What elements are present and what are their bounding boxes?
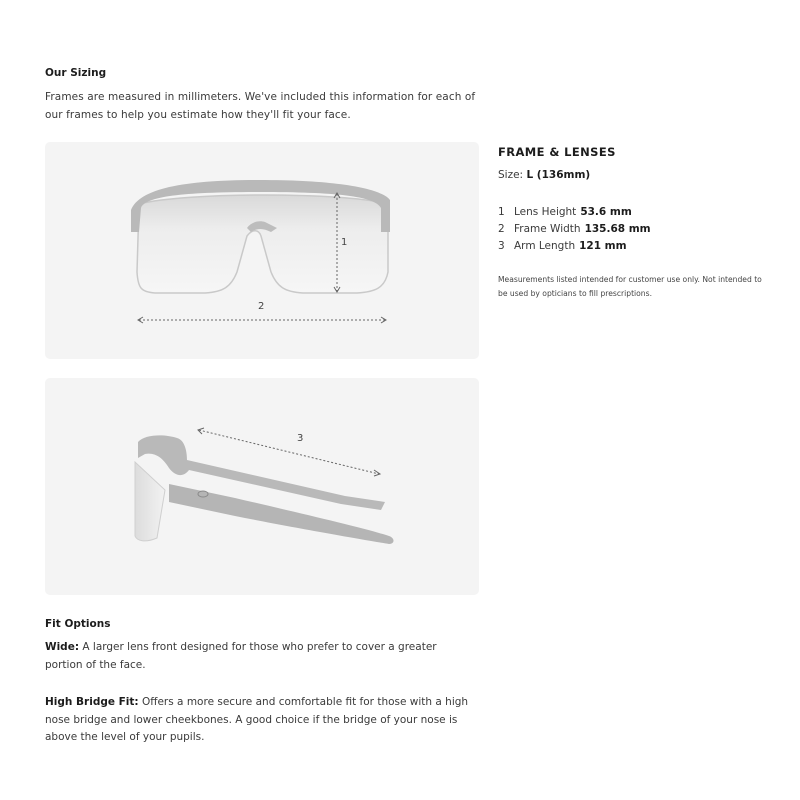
measurement-label: Lens Height xyxy=(514,205,577,218)
dimension-label-3: 3 xyxy=(297,433,304,444)
sizing-intro xyxy=(45,89,485,124)
fit-desc-wide-2: portion of the face. xyxy=(45,658,146,671)
fit-term-high-bridge: High Bridge Fit: xyxy=(45,696,139,708)
sizing-intro-line-2: our frames to help you estimate how they'll fit your face. xyxy=(45,108,351,121)
specs-title: FRAME & LENSES xyxy=(498,145,616,159)
measurement-number: 2 xyxy=(498,222,505,235)
fit-desc-high-bridge-1: Offers a more secure and comfortable fit for those with a high xyxy=(141,696,469,708)
fit-options-heading: Fit Options xyxy=(45,618,111,630)
fit-desc-high-bridge-3: above the level of your pupils. xyxy=(45,731,205,743)
sizing-heading: Our Sizing xyxy=(45,67,107,79)
fit-option-wide xyxy=(45,639,485,674)
sunglasses-side-illustration xyxy=(45,378,479,595)
fit-desc-wide-1: A larger lens front designed for those who prefer to cover a greater xyxy=(82,641,437,653)
fit-option-high-bridge xyxy=(45,694,485,747)
measurement-list xyxy=(498,203,651,254)
front-lens xyxy=(137,195,388,293)
size-line xyxy=(498,169,590,181)
side-temple-arm xyxy=(169,484,394,544)
measurement-label: Arm Length xyxy=(514,239,576,252)
measurement-value: 135.68 mm xyxy=(584,222,651,235)
measurement-value: 53.6 mm xyxy=(580,205,632,218)
measurement-value: 121 mm xyxy=(579,239,627,252)
dimension-label-1: 1 xyxy=(341,237,348,248)
measurement-disclaimer xyxy=(498,273,788,300)
side-view-diagram xyxy=(45,378,479,595)
dimension-label-2: 2 xyxy=(258,301,265,312)
size-label: Size: xyxy=(498,169,524,181)
measurement-number: 3 xyxy=(498,239,505,252)
fit-desc-high-bridge-2: nose bridge and lower cheekbones. A good choice if the bridge of your nose is xyxy=(45,713,458,726)
size-value: L (136mm) xyxy=(526,169,591,181)
measurement-row xyxy=(498,237,651,254)
front-view-diagram xyxy=(45,142,479,359)
arm-length-dimension-line xyxy=(199,430,379,474)
measurement-row xyxy=(498,203,651,220)
sizing-intro-line-1: Frames are measured in millimeters. We've included this information for each of xyxy=(45,91,476,103)
measurement-row xyxy=(498,220,651,237)
measurement-label: Frame Width xyxy=(514,222,581,235)
side-lens xyxy=(135,462,165,541)
disclaimer-line-1: Measurements listed intended for customer use only. Not intended to xyxy=(498,275,762,284)
sunglasses-front-illustration xyxy=(45,142,479,359)
fit-term-wide: Wide: xyxy=(45,641,80,653)
disclaimer-line-2: be used by opticians to fill prescriptions. xyxy=(498,288,652,298)
measurement-number: 1 xyxy=(498,205,505,218)
